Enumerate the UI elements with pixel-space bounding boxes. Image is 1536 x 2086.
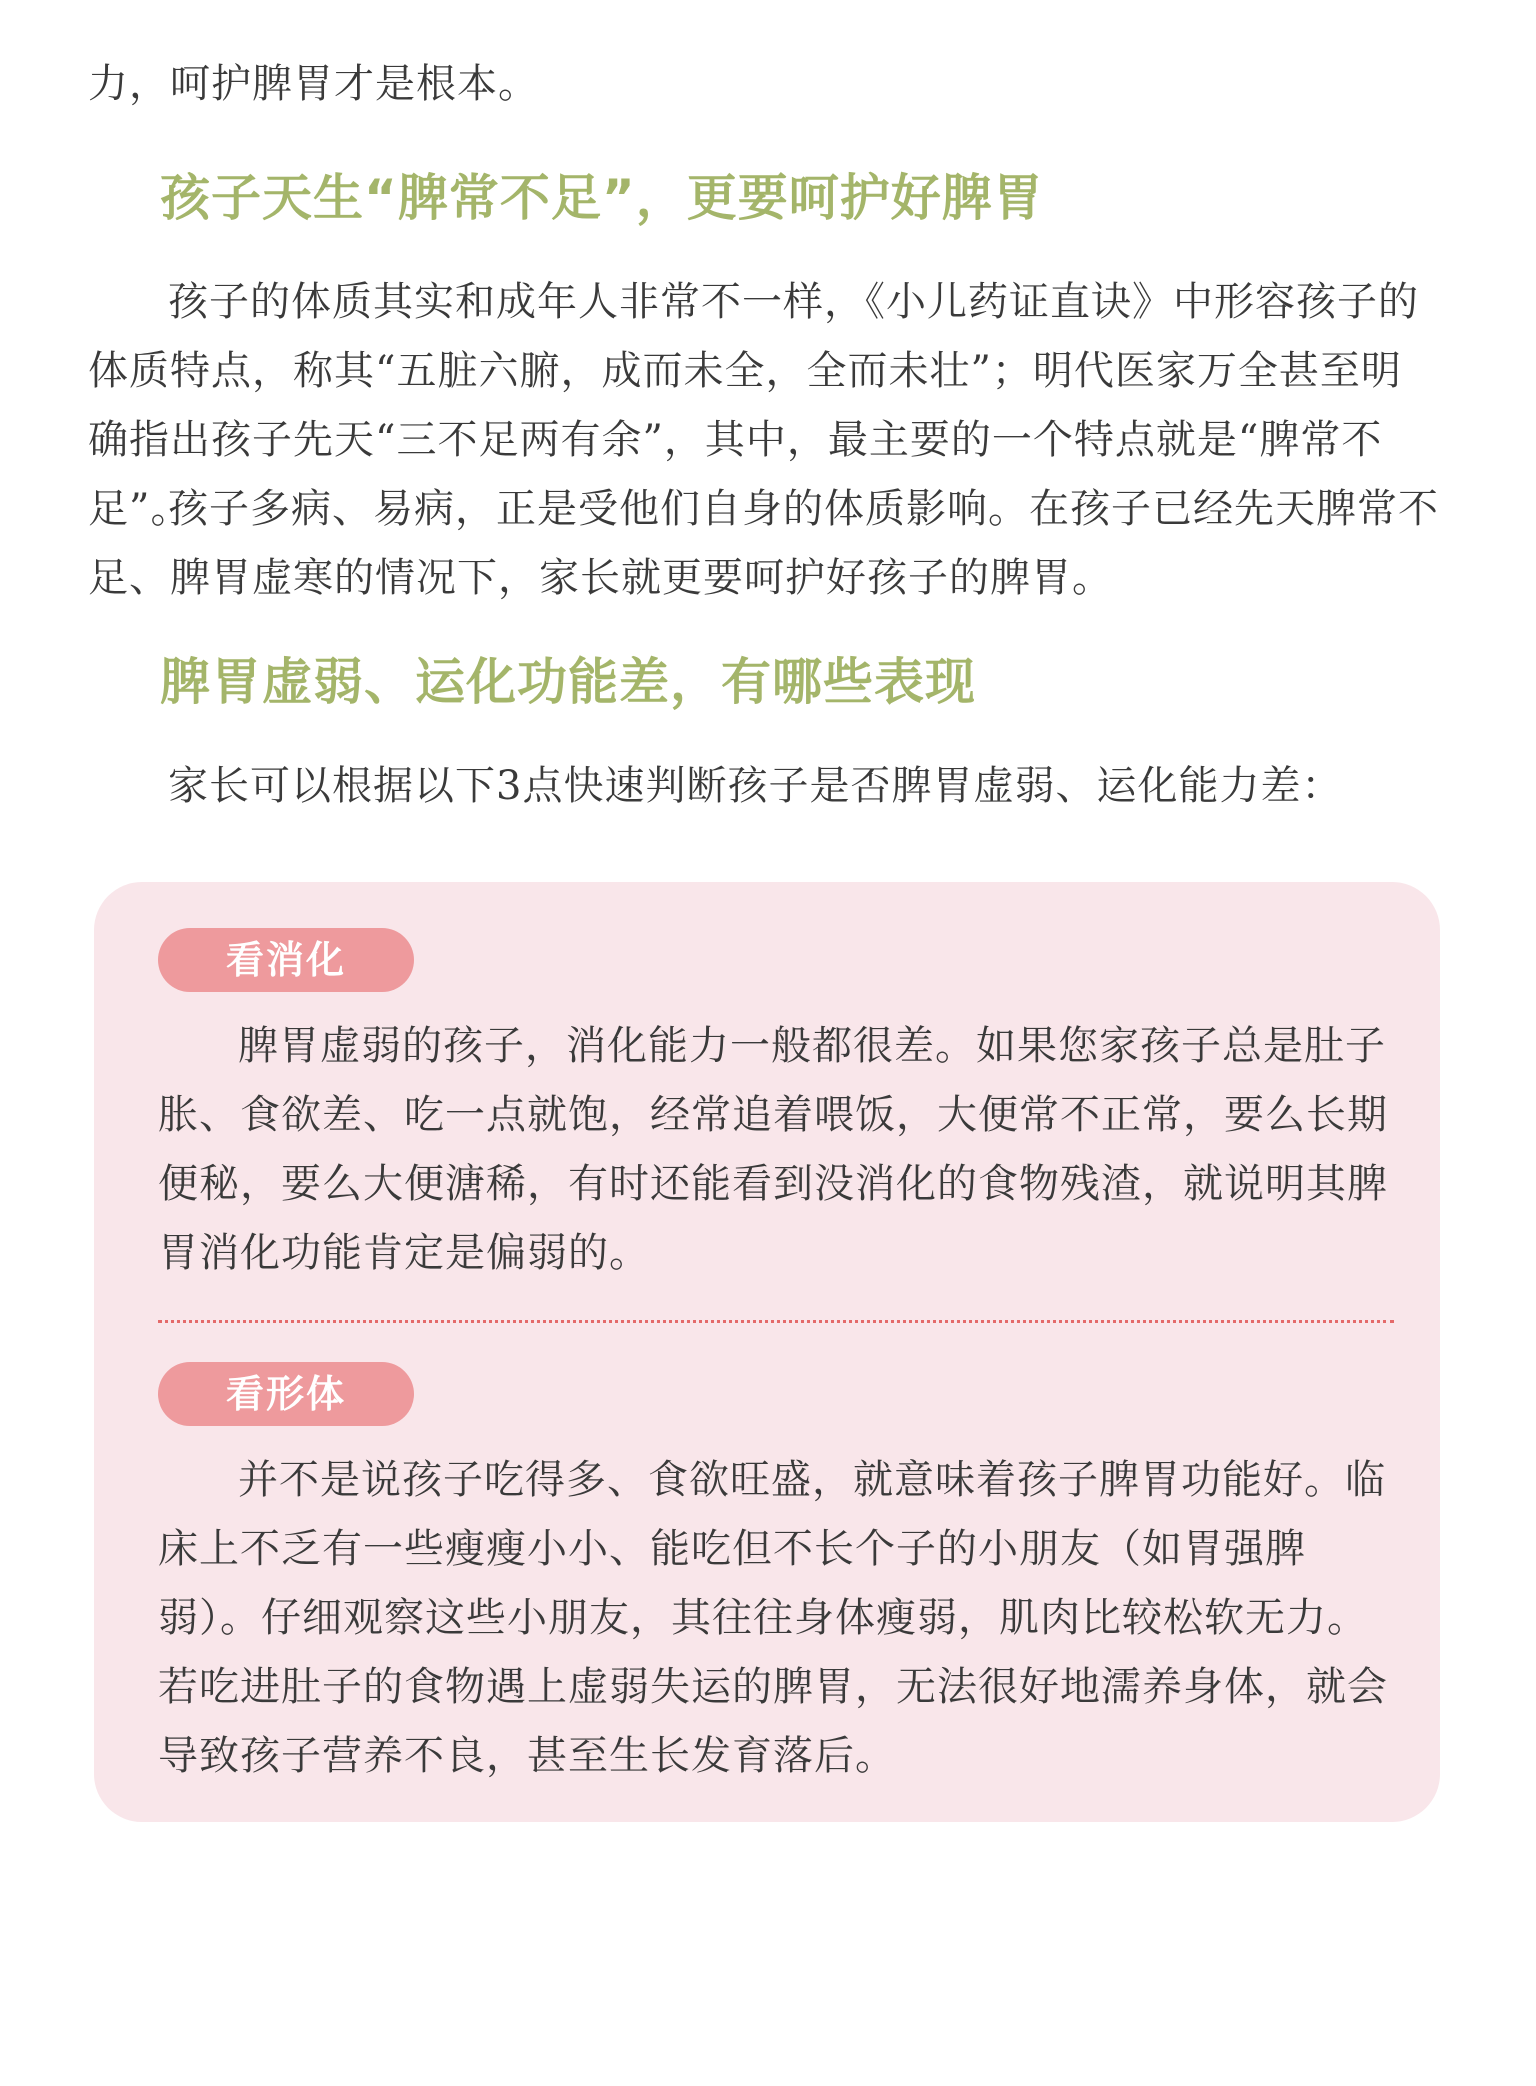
physique-text: 并不是说孩子吃得多、食欲旺盛，就意味着孩子脾胃功能好。临床上不乏有一些瘦瘦小小、能吃但不长个子的小朋友（如胃强脾弱）。仔细观察这些小朋友，其往往身体瘦弱，肌肉比较松软无力。若吃进肚子的食物遇上虚弱失运的脾胃，无法很好地濡养身体，就会导致孩子营养不良，甚至生长发育落后。 [158,1457,1388,1779]
section1-paragraph-2: 孩子多病、易病，正是受他们自身的体质影响。在孩子已经先天脾常不足、脾胃虚寒的情况下，家长就更要呵护好孩子的脾胃。 [88,486,1439,601]
digestion-text: 脾胃虚弱的孩子，消化能力一般都很差。如果您家孩子总是肚子胀、食欲差、吃一点就饱，经常追着喂饭，大便常不正常，要么长期便秘，要么大便溏稀，有时还能看到没消化的食物残渣，就说明其脾胃消化功能肯定是偏弱的。 [158,1023,1388,1276]
dotted-divider [158,1320,1394,1323]
section2-intro: 家长可以根据以下3点快速判断孩子是否脾胃虚弱、运化能力差： [168,763,1343,809]
intro-tail-text: 力，呵护脾胃才是根本。 [88,61,539,107]
section2-heading: 脾胃虚弱、运化功能差，有哪些表现 [160,653,976,711]
signs-box [94,882,1440,1822]
section1-heading: 孩子天生“脾常不足”，更要呵护好脾胃 [160,169,1044,227]
section1-paragraph-1: 孩子的体质其实和成年人非常不一样，《小儿药证直诀》中形容孩子的体质特点，称其“五脏六腑，成而未全，全而未壮”；明代医家万全甚至明确指出孩子先天“三不足两有余”，其中，最主要的一个特点就是“脾常不足”。 [88,279,1419,532]
tag-digestion: 看消化 [158,928,414,992]
tag-physique: 看形体 [158,1362,414,1426]
